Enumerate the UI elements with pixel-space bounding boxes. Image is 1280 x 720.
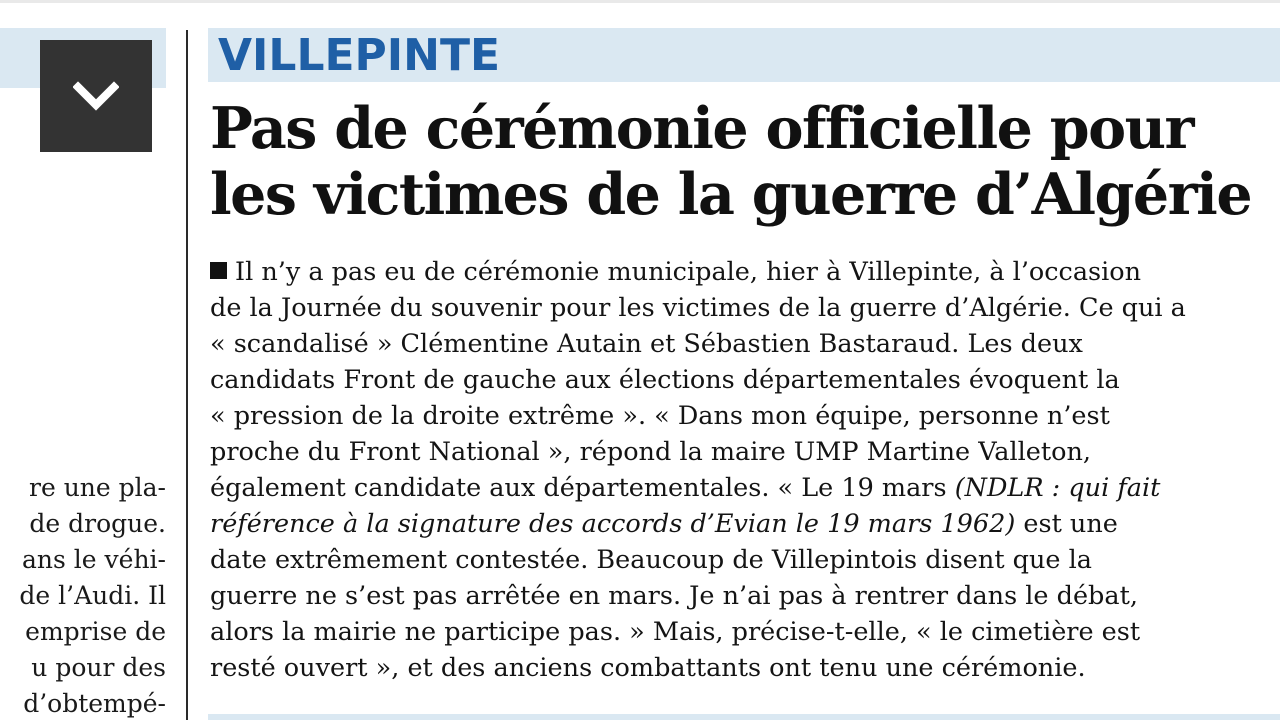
article-body: [210, 254, 1280, 686]
left-column-line: de drogue.: [29, 509, 166, 538]
headline-line: les victimes de la guerre d’Algérie: [210, 161, 1252, 228]
body-line: « scandalisé » Clémentine Autain et Sébastien Bastaraud. Les deux: [210, 329, 1083, 359]
body-line: [210, 254, 1280, 290]
left-column-line: u pour des: [31, 653, 166, 682]
body-text-span: est une: [1015, 509, 1118, 539]
top-edge: [0, 0, 1280, 3]
article-headline: [210, 96, 1270, 228]
left-column-line: re une pla-: [29, 473, 166, 502]
editor-note: (NDLR : qui fait: [954, 473, 1161, 503]
left-column-line: de l’Audi. Il: [19, 581, 166, 610]
left-column-line: d’obtempé-: [23, 689, 166, 718]
left-column-text: [0, 470, 166, 720]
body-line: date extrêmement contestée. Beaucoup de Villepintois disent que la: [210, 545, 1092, 575]
left-column-line: emprise de: [25, 617, 166, 646]
body-line: candidats Front de gauche aux élections départementales évoquent la: [210, 365, 1120, 395]
bullet-square-icon: [210, 262, 227, 279]
body-line: resté ouvert », et des anciens combattants ont tenu une cérémonie.: [210, 653, 1086, 683]
article-kicker: VILLEPINTE: [218, 30, 501, 81]
collapse-button[interactable]: [40, 40, 152, 152]
editor-note: référence à la signature des accords d’Evian le 19 mars 1962): [210, 509, 1016, 539]
body-text-span: également candidate aux départementales. « Le 19 mars: [210, 473, 955, 503]
body-line: [210, 470, 1280, 506]
body-line: de la Journée du souvenir pour les victimes de la guerre d’Algérie. Ce qui a: [210, 293, 1186, 323]
body-line: « pression de la droite extrême ». « Dans mon équipe, personne n’est: [210, 401, 1110, 431]
column-divider: [186, 30, 188, 720]
body-line: proche du Front National », répond la maire UMP Martine Valleton,: [210, 437, 1091, 467]
left-column-line: ans le véhi-: [22, 545, 166, 574]
body-line: alors la mairie ne participe pas. » Mais, précise-t-elle, « le cimetière est: [210, 617, 1141, 647]
body-line: [210, 506, 1280, 542]
chevron-down-icon: [73, 81, 119, 111]
next-article-band: [208, 714, 1280, 720]
headline-line: Pas de cérémonie officielle pour: [210, 95, 1194, 162]
body-line: guerre ne s’est pas arrêtée en mars. Je n’ai pas à rentrer dans le débat,: [210, 581, 1138, 611]
body-text-span: Il n’y a pas eu de cérémonie municipale, hier à Villepinte, à l’occasion: [235, 257, 1142, 287]
